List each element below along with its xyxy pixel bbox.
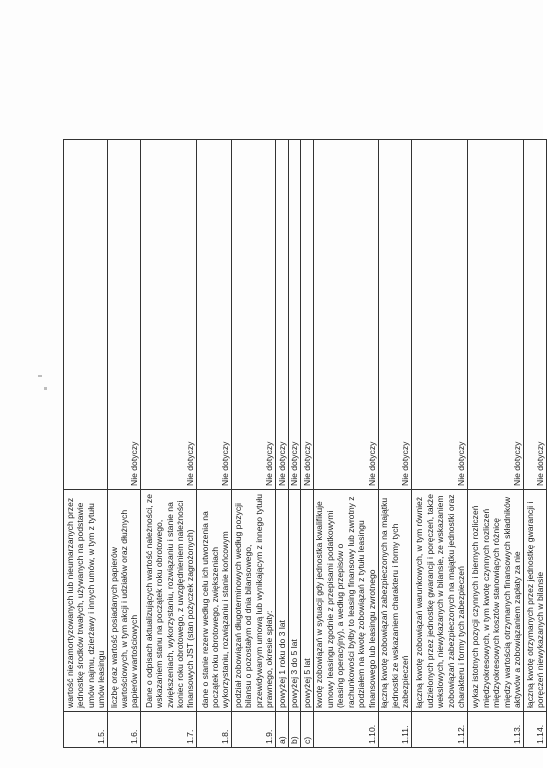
row-value: Nie dotyczy [232,140,276,490]
row-value [64,140,108,490]
row-number: 1.6. [108,712,141,748]
row-value: Nie dotyczy [301,140,313,490]
row-number: 1.10. [313,712,378,748]
row-number: 1.13. [468,712,524,748]
row-value: Nie dotyczy [378,140,411,490]
table-row [301,140,313,748]
row-number: 1.9. [232,712,276,748]
row-description: kwotę zobowiązań w sytuacji gdy jednostka kwalifikuje umowy leasingu zgodnie z przepisami podatkowymi (leasing operacyjny), a według przepisów o rachunkowości byłby to leasing finansowy lub zwrotny z podziałem na kwotę zobowiązań z tytułu leasingu finansowego lub leasingu zwrotnego [313,490,378,712]
row-number: c) [301,712,313,748]
row-description: podział zobowiązań długoterminowych według pozycji bilansu o pozostałym od dnia bilansowego, przewidywanym umową lub wynikającym z innego tytułu prawnego, okresie spłaty: [232,490,276,712]
row-description: łączną kwotę zobowiązań zabezpieczonych na majątku jednostki ze wskazaniem charakteru i formy tych zabezpieczeń [378,490,411,712]
table-row [276,140,288,748]
row-value: Nie dotyczy [276,140,288,490]
row-value: Nie dotyczy [313,140,378,490]
row-description: dane o stanie rezerw według celu ich utworzenia na początek roku obrotowego, zwiększeniach wykorzystaniu, rozwiązaniu i stanie końcowym [197,490,232,712]
table-row [141,140,197,748]
table-row [64,140,108,748]
row-value: Nie dotyczy [141,140,197,490]
row-description: wykaz istotnych pozycji czynnych i biernych rozliczeń międzyokresowych, w tym kwotę czynnych rozliczeń międzyokresowych kosztów stanowiących różnicę między wartością otrzymanych finansowych składników aktywów a zobowiązaniem zapłaty za nie [468,490,524,712]
table-row [108,140,141,748]
table-row [232,140,276,748]
table-row [313,140,378,748]
table-row [524,140,547,748]
row-number: 1.8. [197,712,232,748]
scan-speck [44,387,47,390]
table-row [412,140,468,748]
row-description: Dane o odpisach aktualizujących wartość należności, ze wskazaniem stanu na początek roku obrotowego, zwiększeniach, wykorzystaniu, rozwiązaniu i stanie na koniec roku obrotowego, z uwzględnieniem należności finansowych JST (stan pożyczek zagrożonych) [141,490,197,712]
row-description: łączną kwotę zobowiązań warunkowych, w tym również udzielonych przez jednostkę gwarancji i poręczeń, także wekslowych, niewykazanych w bilansie, ze wskazaniem zobowiązań zabezpieczonych na majątku jednostki oraz charakteru i formy tych zabezpieczeń [412,490,468,712]
notes-table [63,139,547,748]
row-description: powyżej 1 roku do 3 lat [276,490,288,712]
row-number: 1.14. [524,712,547,748]
row-description: łączną kwotę otrzymanych przez jednostkę gwarancji i poręczeń niewykazanych w bilansie [524,490,547,712]
row-value: Nie dotyczy [288,140,300,490]
row-value: Nie dotyczy [197,140,232,490]
row-number: 1.5. [64,712,108,748]
row-value: Nie dotyczy [468,140,524,490]
rotated-table-block [63,140,546,748]
table-row [378,140,411,748]
row-description: powyżej 3 do 5 lat [288,490,300,712]
row-description: powyżej 5 lat [301,490,313,712]
table-row [468,140,524,748]
row-description: wartość niezamortyzowanych lub nieumarzanych przez jednostkę środków trwałych, używanych na podstawie umów najmu, dzierżawy i innych umów, w tym z tytułu umów leasingu [64,490,108,712]
row-value: Nie dotyczy [108,140,141,490]
row-value: Nie dotyczy [524,140,547,490]
table-row [197,140,232,748]
row-number: 1.11. [378,712,411,748]
row-number: a) [276,712,288,748]
table-row [288,140,300,748]
row-value: Nie dotyczy [412,140,468,490]
row-number: 1.12. [412,712,468,748]
scan-speck [38,375,42,377]
row-number: 1.7. [141,712,197,748]
row-description: liczbę oraz wartość posiadanych papierów wartościowych, w tym akcji i udziałów oraz dłużnych papierów wartościowych [108,490,141,712]
row-number: b) [288,712,300,748]
